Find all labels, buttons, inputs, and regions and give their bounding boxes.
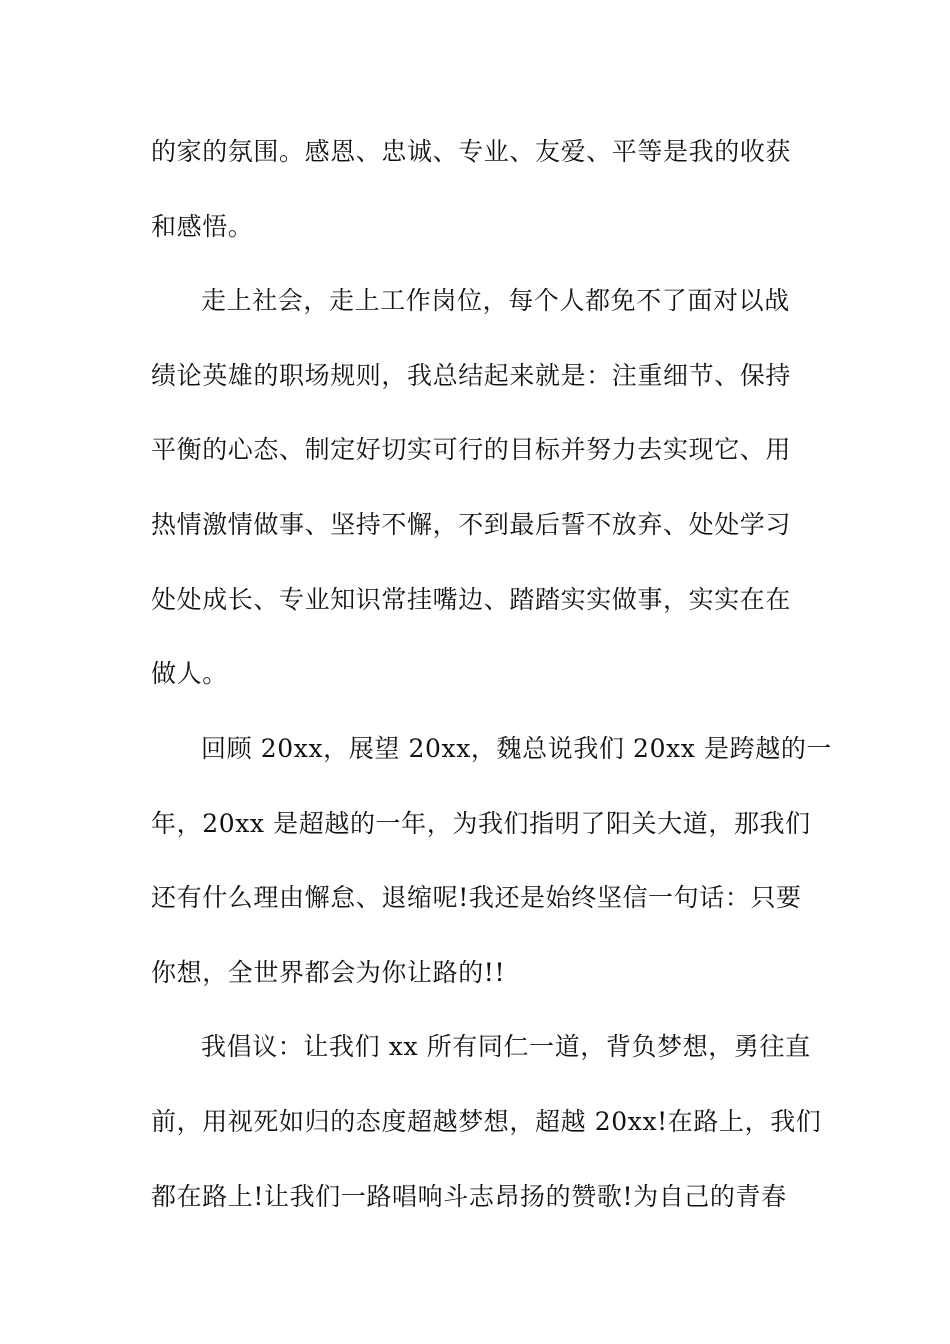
- text-line: 平衡的心态、制定好切实可行的目标并努力去实现它、用: [151, 435, 792, 464]
- text-line: 还有什么理由懈怠、退缩呢!我还是始终坚信一句话：只要: [151, 883, 802, 912]
- text-line: 绩论英雄的职场规则，我总结起来就是：注重细节、保持: [151, 361, 792, 390]
- text-line: 和感悟。: [151, 212, 254, 241]
- text-line: 热情激情做事、坚持不懈，不到最后誓不放弃、处处学习: [151, 510, 792, 539]
- paragraph-start-line: 回顾 20xx，展望 20xx，魏总说我们 20xx 是跨越的一: [201, 734, 833, 763]
- text-line: 你想，全世界都会为你让路的!!: [151, 958, 506, 987]
- paragraph-start-line: 走上社会，走上工作岗位，每个人都免不了面对以战: [201, 286, 790, 315]
- text-line: 做人。: [151, 659, 228, 688]
- text-line: 处处成长、专业知识常挂嘴边、踏踏实实做事，实实在在: [151, 585, 792, 614]
- text-line: 前，用视死如归的态度超越梦想，超越 20xx!在路上，我们: [151, 1107, 822, 1136]
- text-line: 的家的氛围。感恩、忠诚、专业、友爱、平等是我的收获: [151, 137, 792, 166]
- text-line: 年，20xx 是超越的一年，为我们指明了阳关大道，那我们: [151, 809, 811, 838]
- paragraph-start-line: 我倡议：让我们 xx 所有同仁一道，背负梦想，勇往直: [201, 1032, 811, 1061]
- text-line: 都在路上!让我们一路唱响斗志昂扬的赞歌!为自己的青春: [151, 1182, 787, 1211]
